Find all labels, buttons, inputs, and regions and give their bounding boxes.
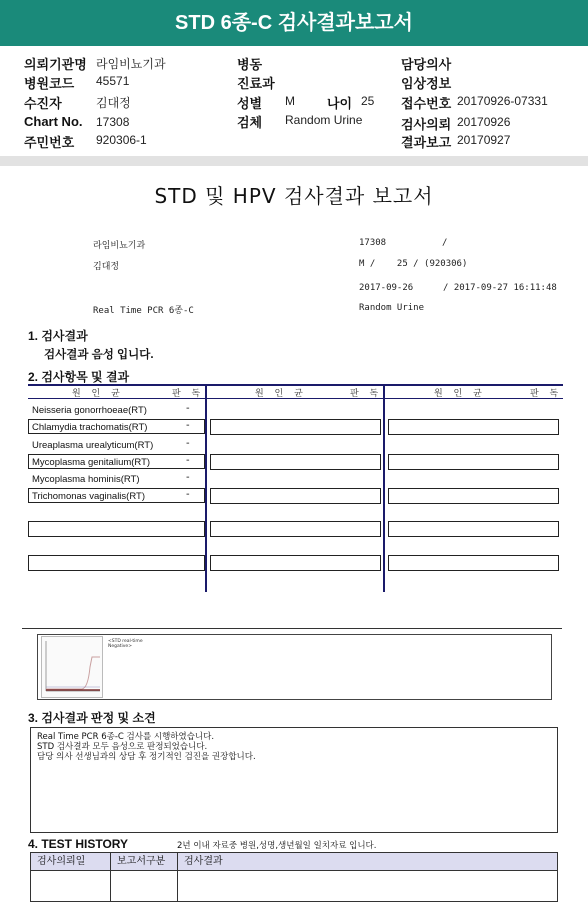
label-sex: 성별 [237, 96, 263, 111]
pathogen-result: - [186, 455, 190, 466]
report-title: STD 및 HPV 검사결과 보고서 [154, 184, 434, 208]
divider-line [22, 628, 562, 629]
pathogen-name: Mycoplasma genitalium(RT) [32, 457, 151, 468]
empty-row-box [210, 521, 381, 537]
empty-row-box [210, 454, 381, 470]
history-table [30, 852, 558, 902]
section1-result: 검사결과 음성 입니다. [44, 349, 154, 361]
history-col-divider [177, 871, 178, 901]
label-resident-no: 주민번호 [24, 135, 75, 150]
pcr-curve-thumbnail [41, 636, 103, 698]
history-note: 2년 이내 자료중 병원,성명,생년월일 일치자료 입니다. [177, 841, 377, 851]
empty-row-box [388, 521, 559, 537]
empty-row-box [388, 419, 559, 435]
section3-heading: 3. 검사결과 판정 및 소견 [28, 711, 156, 725]
info-date-report: / 2017-09-27 16:11:48 [443, 283, 557, 293]
pathogen-result: - [186, 489, 190, 500]
pathogen-name: Neisseria gonorrhoeae(RT) [32, 405, 147, 416]
empty-row-box [388, 488, 559, 504]
report-header-title: STD 6종-C 검사결과보고서 [0, 0, 588, 46]
empty-row-box [210, 488, 381, 504]
value-request-date: 20170926 [457, 115, 511, 129]
pathogen-name: Mycoplasma hominis(RT) [32, 474, 140, 485]
separator-band [0, 156, 588, 166]
label-request-date: 검사의뢰 [401, 117, 452, 132]
value-receipt-no: 20170926-07331 [457, 94, 548, 108]
info-patient: 김대정 [93, 262, 120, 272]
label-ward: 병동 [237, 57, 263, 72]
value-sex: M [285, 94, 295, 108]
label-hospital-code: 병원코드 [24, 76, 75, 91]
col-header-judge-1: 판 독 [172, 389, 205, 399]
history-col-request-date: 검사의뢰일 [31, 853, 111, 871]
value-patient: 김대정 [96, 96, 131, 110]
chart-caption: <STD real-time Negative> [108, 639, 143, 649]
info-hospital: 라임비뇨기과 [93, 241, 146, 251]
comment-line: Real Time PCR 6종-C 검사를 시행하였습니다. [37, 732, 215, 742]
col-header-pathogen-2: 원 인 균 [255, 389, 307, 399]
label-chart-no: Chart No. [24, 114, 83, 129]
pathogen-result: - [186, 420, 190, 431]
section1-heading: 1. 검사결과 [28, 329, 88, 343]
pathogen-name: Chlamydia trachomatis(RT) [32, 422, 148, 433]
empty-row-box [28, 521, 205, 537]
value-resident-no: 920306-1 [96, 133, 147, 147]
label-receipt-no: 접수번호 [401, 96, 452, 111]
history-col-divider [110, 871, 111, 901]
col-header-judge-3: 판 독 [530, 389, 563, 399]
info-specimen: Random Urine [359, 303, 425, 313]
section2-heading: 2. 검사항목 및 결과 [28, 370, 130, 384]
info-date-request: 2017-09-26 [359, 283, 414, 293]
pathogen-name: Trichomonas vaginalis(RT) [32, 491, 145, 502]
comment-line: 담당 의사 선생님과의 상담 후 정기적인 검진을 권장합니다. [37, 752, 256, 762]
value-hospital-code: 45571 [96, 74, 130, 88]
value-report-date: 20170927 [457, 133, 511, 147]
pathogen-name: Ureaplasma urealyticum(RT) [32, 440, 154, 451]
table-col-divider-1 [205, 384, 207, 592]
value-specimen: Random Urine [285, 113, 363, 127]
empty-row-box [210, 419, 381, 435]
value-age: 25 [361, 94, 375, 108]
col-header-pathogen-3: 원 인 균 [434, 389, 486, 399]
pathogen-result: - [186, 472, 190, 483]
value-chart-no: 17308 [96, 115, 130, 129]
empty-row-box [388, 454, 559, 470]
pathogen-result: - [186, 403, 190, 414]
label-age: 나이 [327, 96, 353, 111]
table-col-divider-2 [383, 384, 385, 592]
info-test-name: Real Time PCR 6종-C [93, 306, 194, 316]
info-chart-sep: / [442, 238, 448, 248]
comment-box [30, 727, 558, 833]
empty-row-box [388, 555, 559, 571]
info-chart: 17308 [359, 238, 387, 248]
comment-line: STD 검사결과 모두 음성으로 판정되었습니다. [37, 742, 208, 752]
col-header-judge-2: 판 독 [350, 389, 383, 399]
info-sex-age: M / 25 / (920306) [359, 259, 468, 269]
label-patient: 수진자 [24, 96, 62, 111]
section4-heading: 4. TEST HISTORY [28, 837, 129, 851]
label-doctor: 담당의사 [401, 57, 452, 72]
value-institution: 라임비뇨기과 [96, 57, 166, 71]
history-col-result: 검사결과 [178, 853, 557, 871]
label-institution: 의뢰기관명 [24, 57, 87, 72]
label-department: 진료과 [237, 76, 275, 91]
label-specimen: 검체 [237, 115, 263, 130]
history-col-report-type: 보고서구분 [111, 853, 178, 871]
col-header-pathogen-1: 원 인 균 [72, 389, 124, 399]
label-clinical-info: 임상정보 [401, 76, 452, 91]
label-report-date: 결과보고 [401, 135, 452, 150]
pathogen-result: - [186, 438, 190, 449]
empty-row-box [28, 555, 205, 571]
pcr-curve-image [42, 637, 102, 697]
empty-row-box [210, 555, 381, 571]
